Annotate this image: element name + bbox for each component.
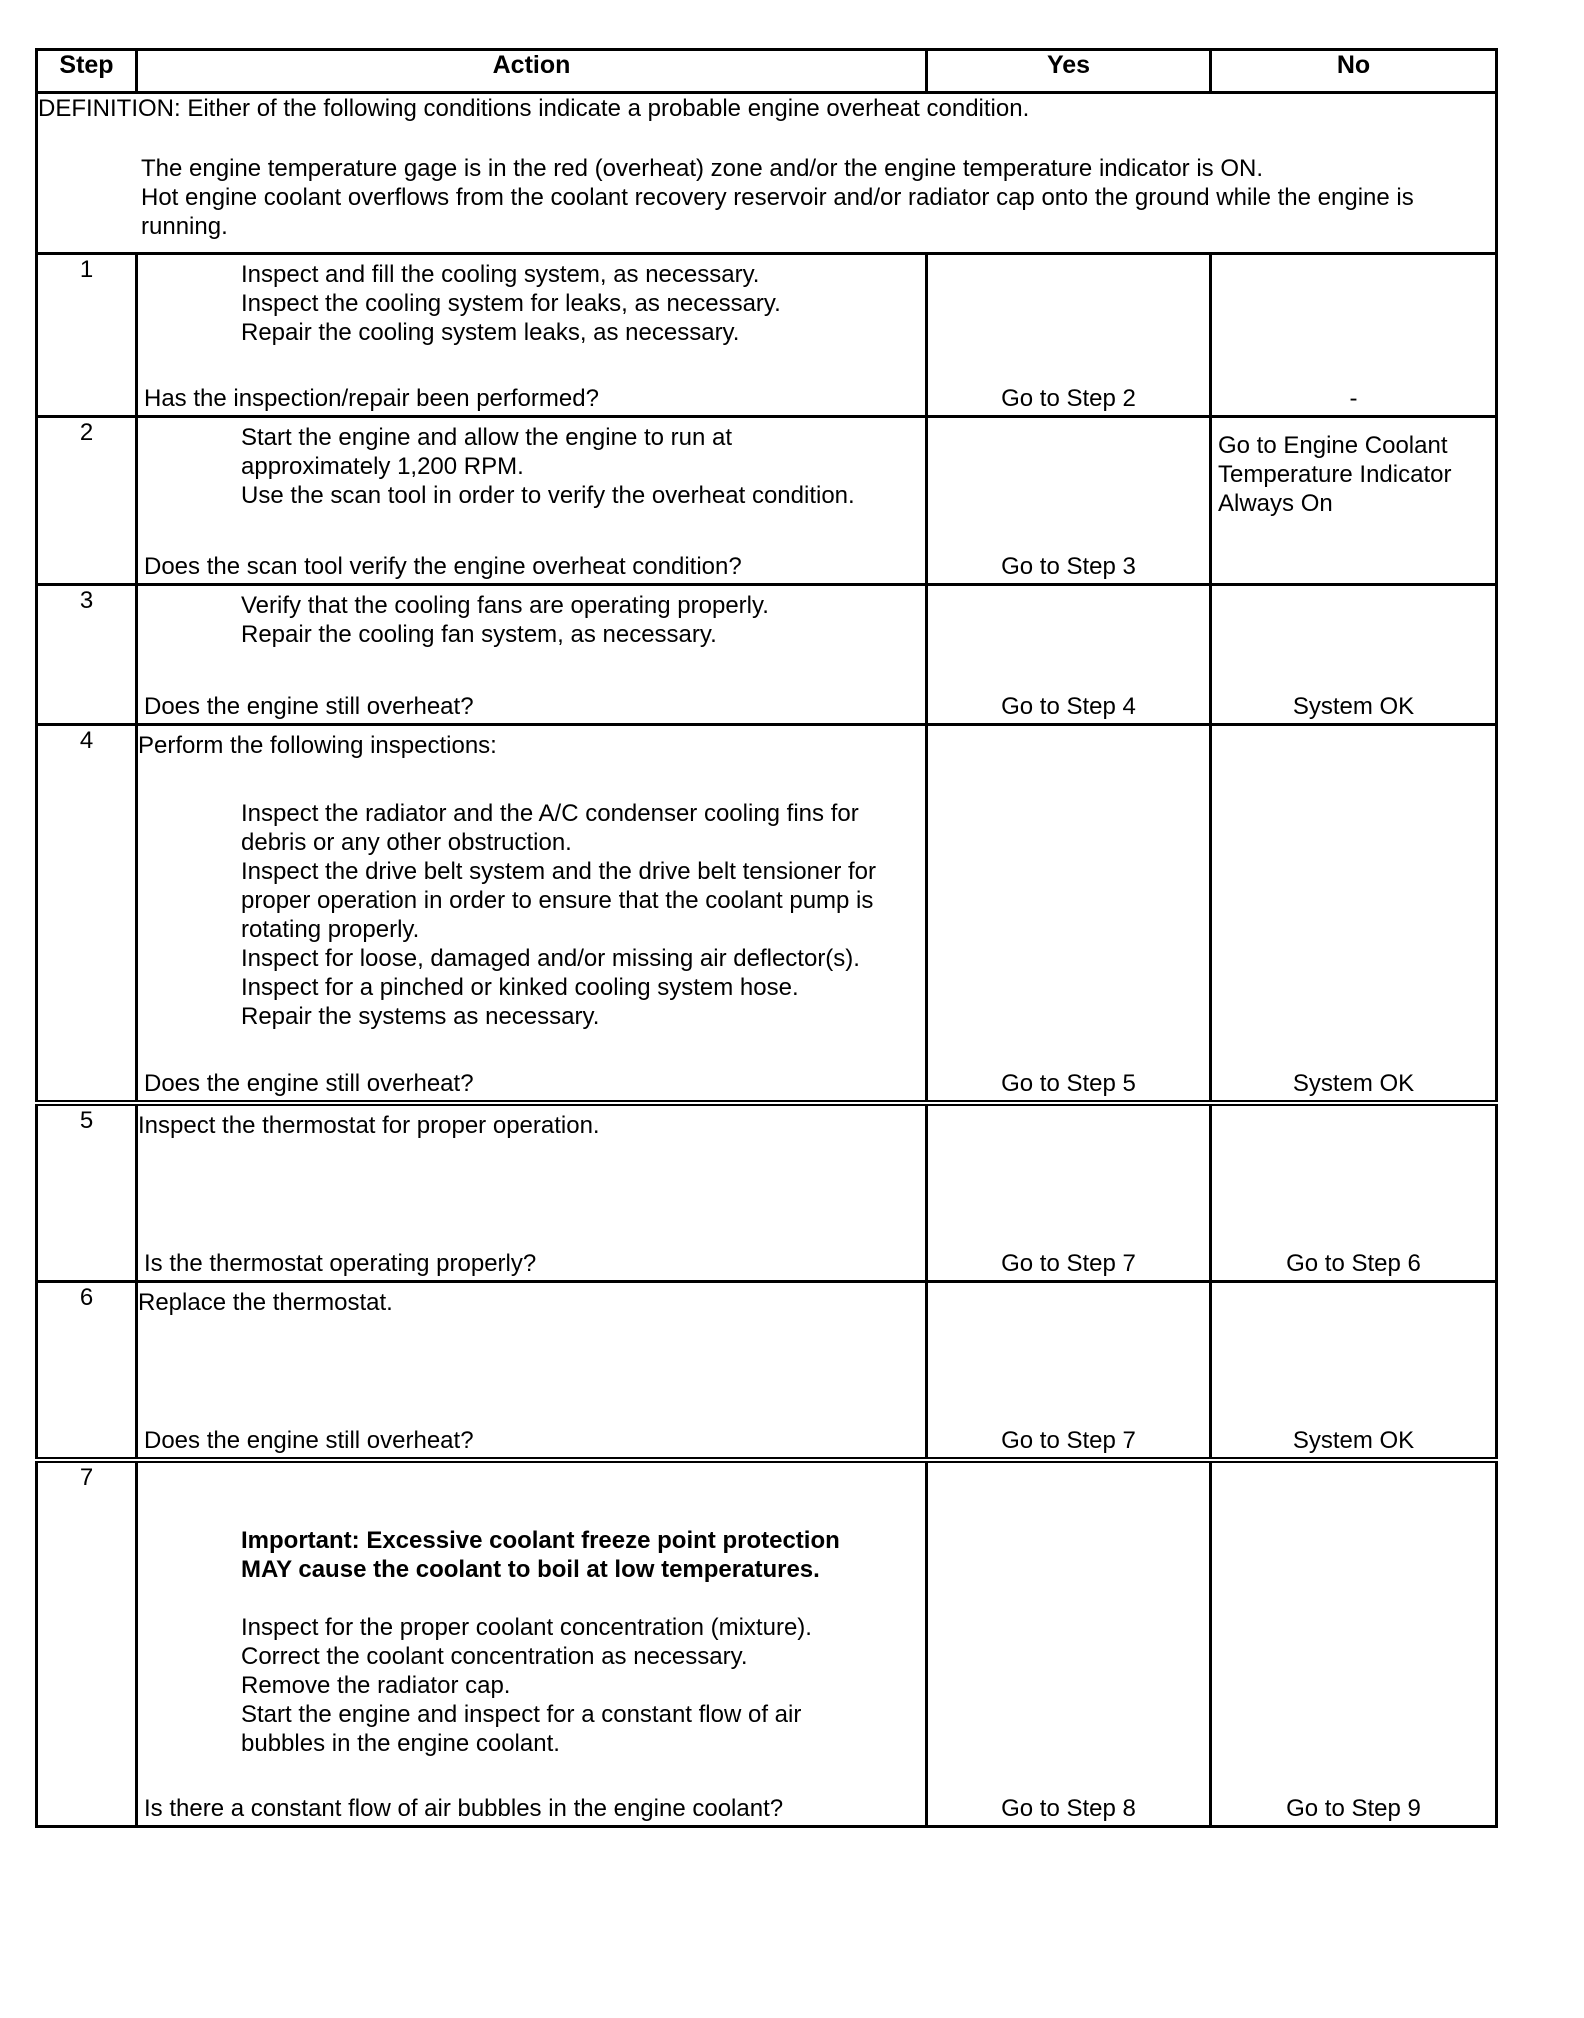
action-intro: Perform the following inspections: (138, 732, 497, 759)
step-number: 3 (37, 585, 137, 725)
diagnostic-table (35, 48, 1498, 1828)
action-question: Does the engine still overheat? (144, 1070, 474, 1097)
action-line: Inspect for the proper coolant concentration (mixture). (241, 1614, 812, 1641)
action-line: Inspect for a pinched or kinked cooling system hose. (241, 974, 799, 1001)
diagnostic-page (35, 48, 1495, 1828)
header-action: Action (137, 50, 927, 93)
no-result: - (1349, 385, 1358, 412)
no-result: System OK (1292, 1070, 1415, 1097)
yes-result: Go to Step 3 (1001, 553, 1136, 580)
no-result: System OK (1292, 693, 1415, 720)
table-row (37, 585, 1497, 725)
step-number: 5 (37, 1103, 137, 1282)
definition-line: Hot engine coolant overflows from the coolant recovery reservoir and/or radiator cap onto the ground while the engine is running. (141, 184, 1414, 240)
no-cell (1211, 1103, 1497, 1282)
action-question: Is there a constant flow of air bubbles in the engine coolant? (144, 1795, 784, 1822)
yes-result: Go to Step 2 (1001, 385, 1136, 412)
step-number: 1 (37, 254, 137, 417)
action-line: approximately 1,200 RPM. (241, 453, 524, 480)
no-cell (1211, 417, 1497, 585)
action-line: proper operation in order to ensure that the coolant pump is (241, 887, 874, 914)
action-line: debris or any other obstruction. (241, 829, 572, 856)
action-line: Repair the systems as necessary. (241, 1003, 600, 1030)
table-row (37, 1103, 1497, 1282)
action-cell (137, 725, 927, 1104)
yes-cell (927, 1103, 1211, 1282)
action-line: Correct the coolant concentration as necessary. (241, 1643, 748, 1670)
step-number: 6 (37, 1282, 137, 1461)
action-cell (137, 254, 927, 417)
action-cell (137, 417, 927, 585)
action-question: Is the thermostat operating properly? (144, 1250, 537, 1277)
action-line: Verify that the cooling fans are operating properly. (241, 592, 769, 619)
yes-result: Go to Step 4 (1001, 693, 1136, 720)
action-line: Start the engine and inspect for a constant flow of air (241, 1701, 802, 1728)
yes-cell (927, 1460, 1211, 1827)
action-question: Does the engine still overheat? (144, 1427, 474, 1454)
important-line: MAY cause the coolant to boil at low temperatures. (241, 1556, 820, 1583)
action-line: Repair the cooling system leaks, as necessary. (241, 319, 740, 346)
header-row (37, 50, 1497, 93)
yes-result: Go to Step 7 (1001, 1427, 1136, 1454)
action-line: bubbles in the engine coolant. (241, 1730, 560, 1757)
definition-cell (37, 93, 1497, 254)
yes-cell (927, 1282, 1211, 1461)
action-line: Inspect the drive belt system and the drive belt tensioner for (241, 858, 877, 885)
action-line: Use the scan tool in order to verify the overheat condition. (241, 482, 855, 509)
action-line: Inspect the radiator and the A/C condenser cooling fins for (241, 800, 859, 827)
no-result-line: Temperature Indicator (1218, 461, 1452, 488)
action-intro: Inspect the thermostat for proper operation. (138, 1112, 600, 1139)
action-intro: Replace the thermostat. (138, 1289, 393, 1316)
action-line: rotating properly. (241, 916, 420, 943)
important-line: Important: Excessive coolant freeze point protection (241, 1527, 840, 1554)
yes-result: Go to Step 8 (1001, 1795, 1136, 1822)
no-cell (1211, 1460, 1497, 1827)
step-number: 4 (37, 725, 137, 1104)
action-line: Inspect the cooling system for leaks, as necessary. (241, 290, 781, 317)
action-cell (137, 1282, 927, 1461)
important-note (138, 1468, 925, 1584)
no-result: Go to Step 6 (1286, 1250, 1421, 1277)
action-cell (137, 585, 927, 725)
action-cell (137, 1460, 927, 1827)
table-row (37, 1282, 1497, 1461)
no-result-line: Always On (1218, 490, 1333, 517)
action-cell (137, 1103, 927, 1282)
table-row (37, 725, 1497, 1104)
definition-line: The engine temperature gage is in the red (overheat) zone and/or the engine temperature indicator is ON. (141, 155, 1263, 182)
no-cell (1211, 725, 1497, 1104)
yes-cell (927, 417, 1211, 585)
yes-cell (927, 254, 1211, 417)
header-no: No (1211, 50, 1497, 93)
definition-row (37, 93, 1497, 254)
no-cell (1211, 1282, 1497, 1461)
action-line: Repair the cooling fan system, as necessary. (241, 621, 717, 648)
yes-cell (927, 725, 1211, 1104)
action-line: Inspect for loose, damaged and/or missing air deflector(s). (241, 945, 860, 972)
table-row (37, 254, 1497, 417)
action-question: Has the inspection/repair been performed? (144, 385, 599, 412)
header-step: Step (37, 50, 137, 93)
definition-intro: DEFINITION: Either of the following conditions indicate a probable engine overheat condition. (38, 95, 1030, 122)
action-question: Does the engine still overheat? (144, 693, 474, 720)
action-line: Remove the radiator cap. (241, 1672, 511, 1699)
action-line: Start the engine and allow the engine to run at (241, 424, 733, 451)
no-result: Go to Step 9 (1286, 1795, 1421, 1822)
table-row (37, 1460, 1497, 1827)
action-question: Does the scan tool verify the engine overheat condition? (144, 553, 742, 580)
step-number: 2 (37, 417, 137, 585)
table-row (37, 417, 1497, 585)
no-result: System OK (1292, 1427, 1415, 1454)
header-yes: Yes (927, 50, 1211, 93)
action-line: Inspect and fill the cooling system, as necessary. (241, 261, 760, 288)
yes-cell (927, 585, 1211, 725)
no-cell (1211, 254, 1497, 417)
no-cell (1211, 585, 1497, 725)
step-number: 7 (37, 1460, 137, 1827)
yes-result: Go to Step 7 (1001, 1250, 1136, 1277)
yes-result: Go to Step 5 (1001, 1070, 1136, 1097)
no-result-line: Go to Engine Coolant (1218, 432, 1448, 459)
